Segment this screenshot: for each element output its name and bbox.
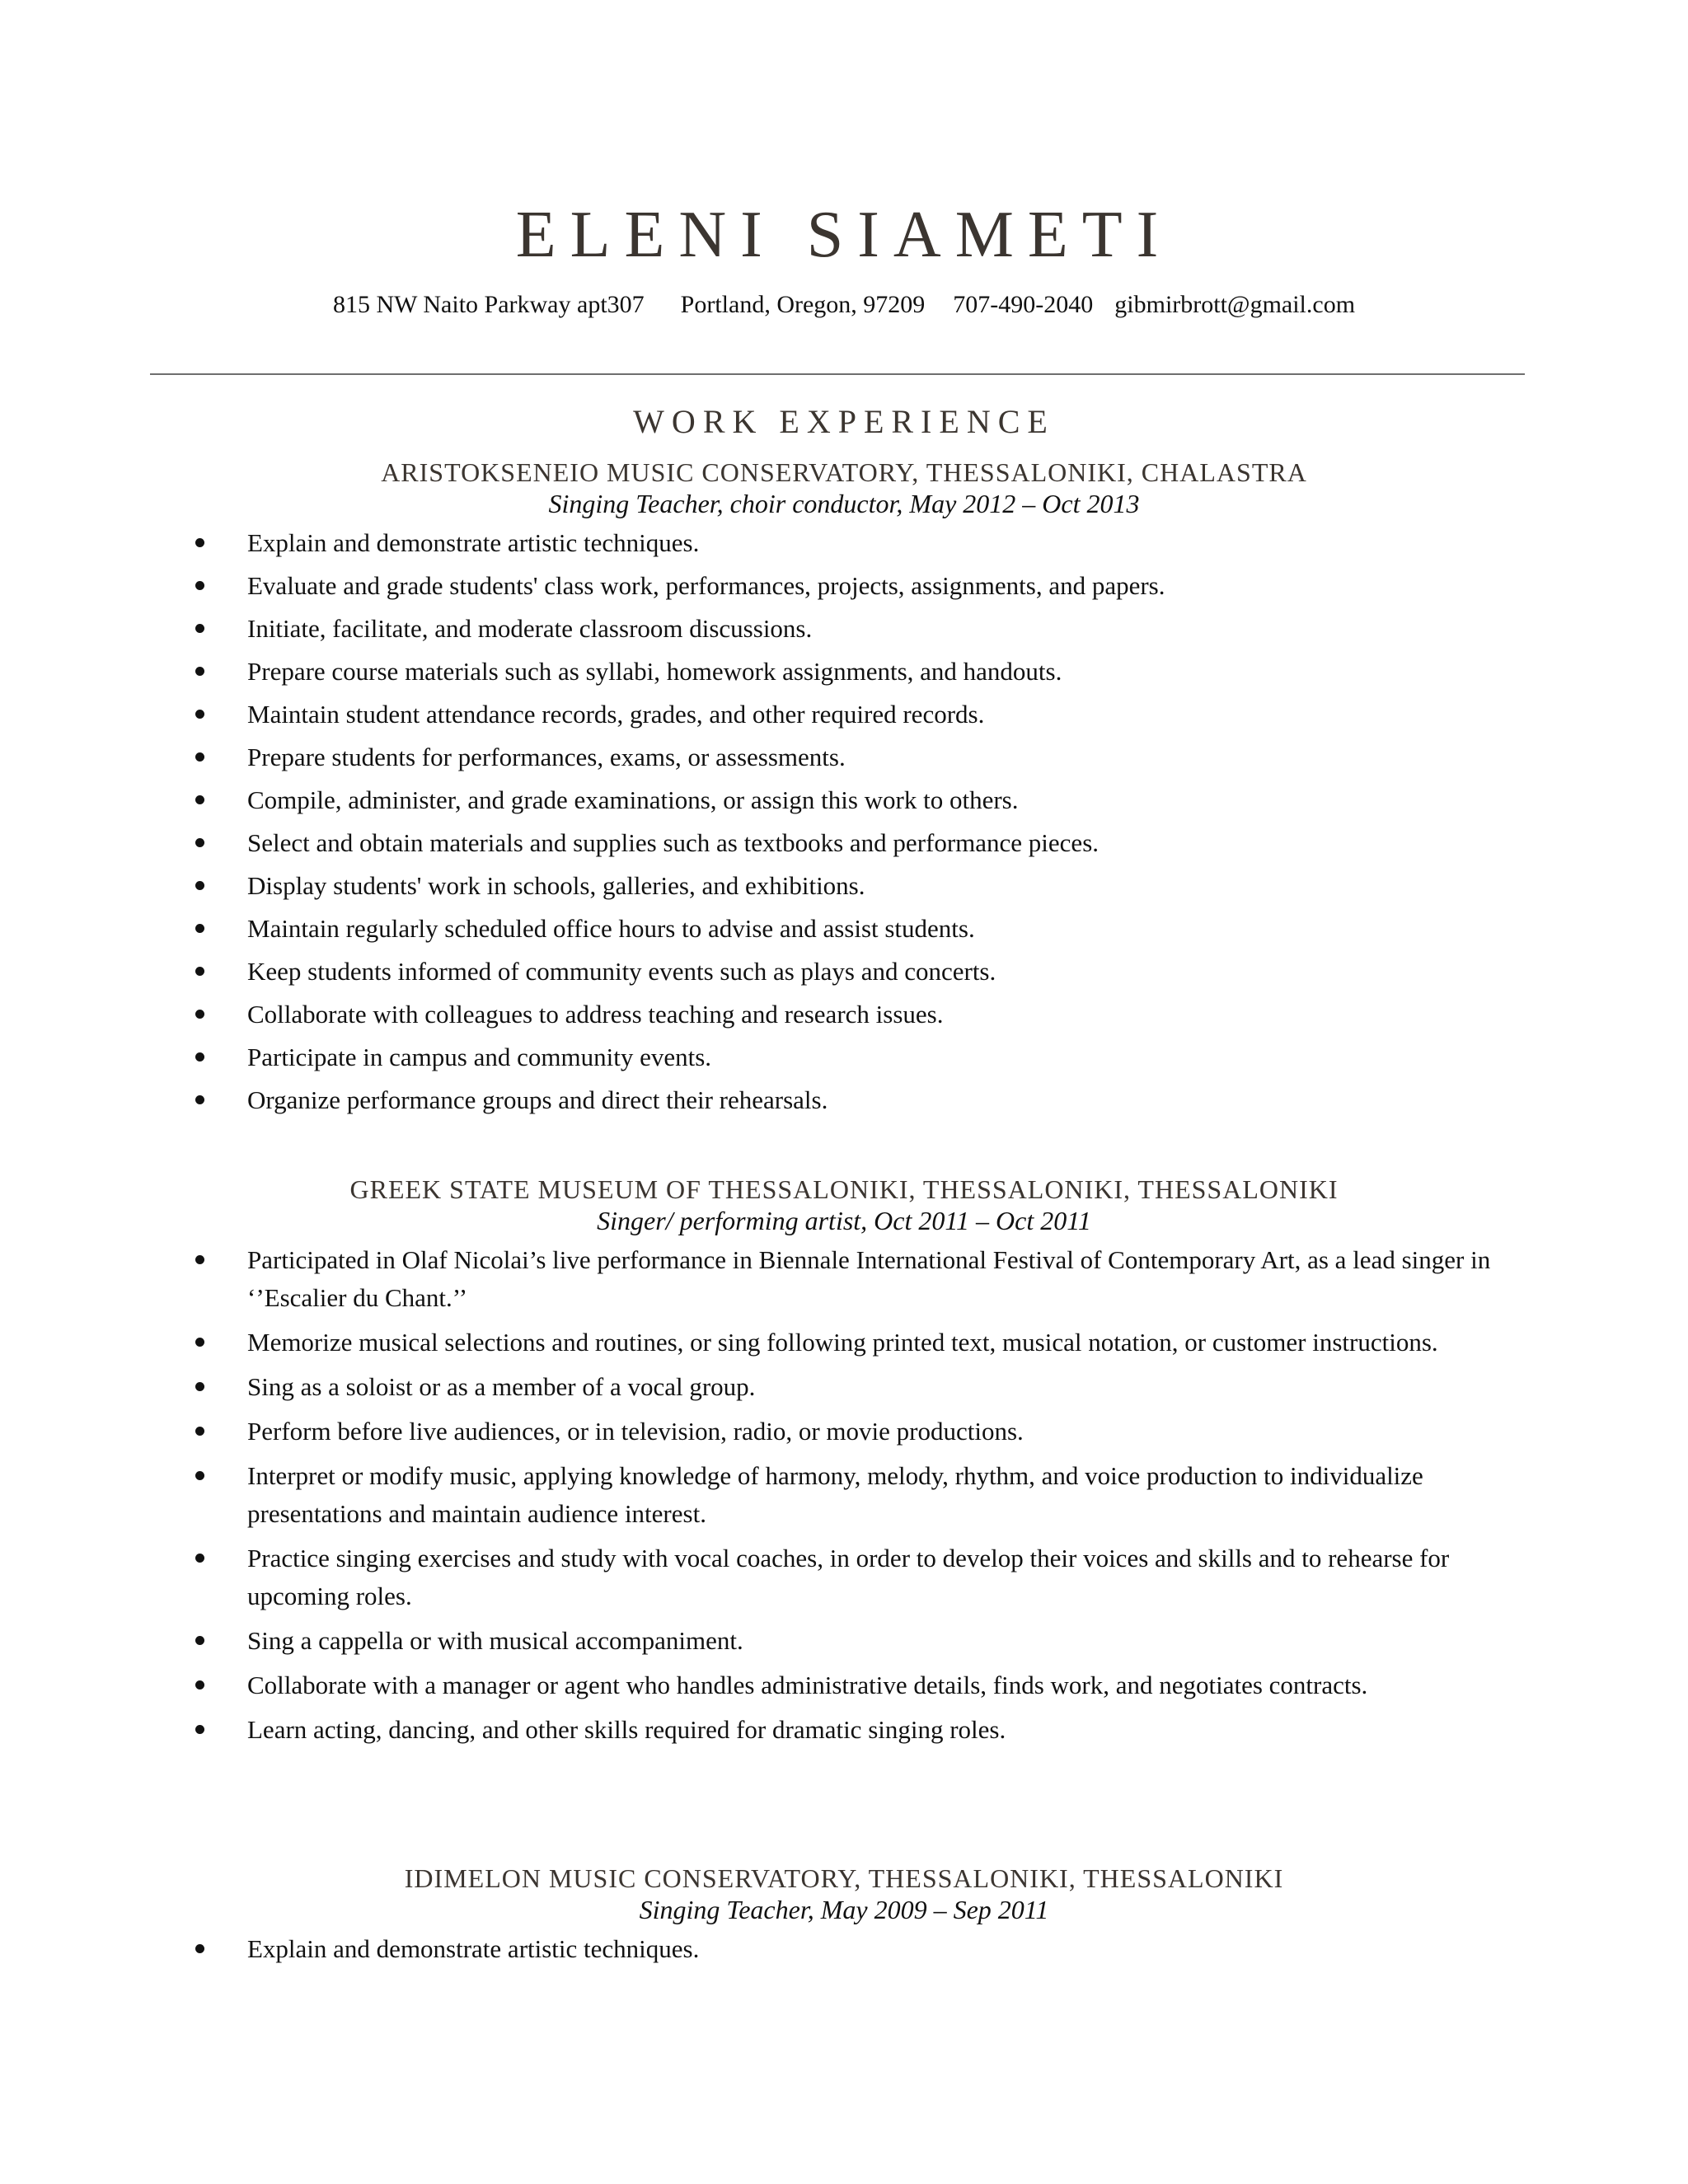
duty-item: Display students' work in schools, galleries, and exhibitions. (0, 867, 1530, 905)
duty-item: Initiate, facilitate, and moderate classroom discussions. (0, 610, 1530, 648)
duty-item: Interpret or modify music, applying knowledge of harmony, melody, rhythm, and voice production to individualize presentations and maintain audience interest. (0, 1457, 1530, 1533)
duty-item: Organize performance groups and direct their rehearsals. (0, 1081, 1530, 1119)
job-role: Singer/ performing artist, Oct 2011 – Oct 2011 (597, 1206, 1091, 1235)
contact-phone: 707-490-2040 (953, 291, 1094, 318)
duty-item: Sing as a soloist or as a member of a vocal group. (0, 1368, 1530, 1406)
contact-line (0, 288, 1688, 321)
job-header (0, 1174, 1688, 1236)
duty-item: Select and obtain materials and supplies such as textbooks and performance pieces. (0, 824, 1530, 862)
job-header (0, 1863, 1688, 1925)
bullet-icon (195, 667, 204, 676)
duty-item: Participated in Olaf Nicolai’s live performance in Biennale International Festival of Contemporary Art, as a lead singer in ‘’Escalier du Chant.’’ (0, 1241, 1530, 1317)
duty-item: Explain and demonstrate artistic techniques. (0, 1930, 1530, 1968)
bullet-icon (195, 1010, 204, 1019)
duty-item: Prepare course materials such as syllabi, homework assignments, and handouts. (0, 653, 1530, 691)
bullet-icon (195, 1554, 204, 1563)
job-employer: ARISTOKSENEIO MUSIC CONSERVATORY, THESSALONIKI, CHALASTRA (381, 457, 1307, 487)
bullet-icon (195, 1255, 204, 1264)
duty-item: Maintain student attendance records, grades, and other required records. (0, 696, 1530, 733)
job-duties-list (0, 524, 1530, 1119)
duty-item: Evaluate and grade students' class work, performances, projects, assignments, and papers. (0, 567, 1530, 605)
job-employer: IDIMELON MUSIC CONSERVATORY, THESSALONIKI, THESSALONIKI (404, 1863, 1284, 1893)
duty-item: Prepare students for performances, exams, or assessments. (0, 738, 1530, 776)
duty-item: Practice singing exercises and study with vocal coaches, in order to develop their voices and skills and to rehearse for upcoming roles. (0, 1540, 1530, 1615)
job-role: Singing Teacher, May 2009 – Sep 2011 (639, 1895, 1049, 1924)
candidate-name: ELENI SIAMETI (515, 199, 1173, 271)
duty-item: Sing a cappella or with musical accompaniment. (0, 1622, 1530, 1660)
bullet-icon (195, 1471, 204, 1480)
duty-item: Collaborate with colleagues to address teaching and research issues. (0, 996, 1530, 1033)
job-header (0, 457, 1688, 519)
bullet-icon (195, 1095, 204, 1104)
bullet-icon (195, 967, 204, 976)
bullet-icon (195, 838, 204, 847)
duty-item: Explain and demonstrate artistic techniques. (0, 524, 1530, 562)
contact-city: Portland, Oregon, 97209 (680, 291, 926, 318)
job-role: Singing Teacher, choir conductor, May 2012 – Oct 2013 (548, 489, 1140, 518)
bullet-icon (195, 1636, 204, 1645)
duty-item: Participate in campus and community events. (0, 1038, 1530, 1076)
bullet-icon (195, 881, 204, 890)
bullet-icon (195, 752, 204, 762)
bullet-icon (195, 624, 204, 633)
section-title-work-experience: WORK EXPERIENCE (633, 403, 1055, 440)
job-employer: GREEK STATE MUSEUM OF THESSALONIKI, THESSALONIKI, THESSALONIKI (349, 1174, 1339, 1204)
header-divider (150, 373, 1525, 375)
duty-item: Learn acting, dancing, and other skills required for dramatic singing roles. (0, 1711, 1530, 1749)
duty-item: Maintain regularly scheduled office hours to advise and assist students. (0, 910, 1530, 948)
duty-item: Compile, administer, and grade examinations, or assign this work to others. (0, 781, 1530, 819)
bullet-icon (195, 1382, 204, 1391)
duty-item: Memorize musical selections and routines, or sing following printed text, musical notation, or customer instructions. (0, 1324, 1530, 1361)
bullet-icon (195, 1680, 204, 1690)
bullet-icon (195, 1052, 204, 1062)
contact-address: 815 NW Naito Parkway apt307 (332, 291, 645, 318)
duty-item: Keep students informed of community events such as plays and concerts. (0, 953, 1530, 991)
bullet-icon (195, 1725, 204, 1734)
bullet-icon (195, 924, 204, 933)
job-duties-list (0, 1241, 1530, 1749)
bullet-icon (195, 538, 204, 547)
bullet-icon (195, 581, 204, 590)
duty-item: Collaborate with a manager or agent who handles administrative details, finds work, and negotiates contracts. (0, 1666, 1530, 1704)
bullet-icon (195, 1427, 204, 1436)
bullet-icon (195, 1944, 204, 1953)
job-duties-list (0, 1930, 1530, 1968)
duty-item: Perform before live audiences, or in television, radio, or movie productions. (0, 1413, 1530, 1451)
bullet-icon (195, 710, 204, 719)
bullet-icon (195, 795, 204, 804)
bullet-icon (195, 1338, 204, 1347)
contact-email: gibmirbrott@gmail.com (1114, 291, 1356, 318)
